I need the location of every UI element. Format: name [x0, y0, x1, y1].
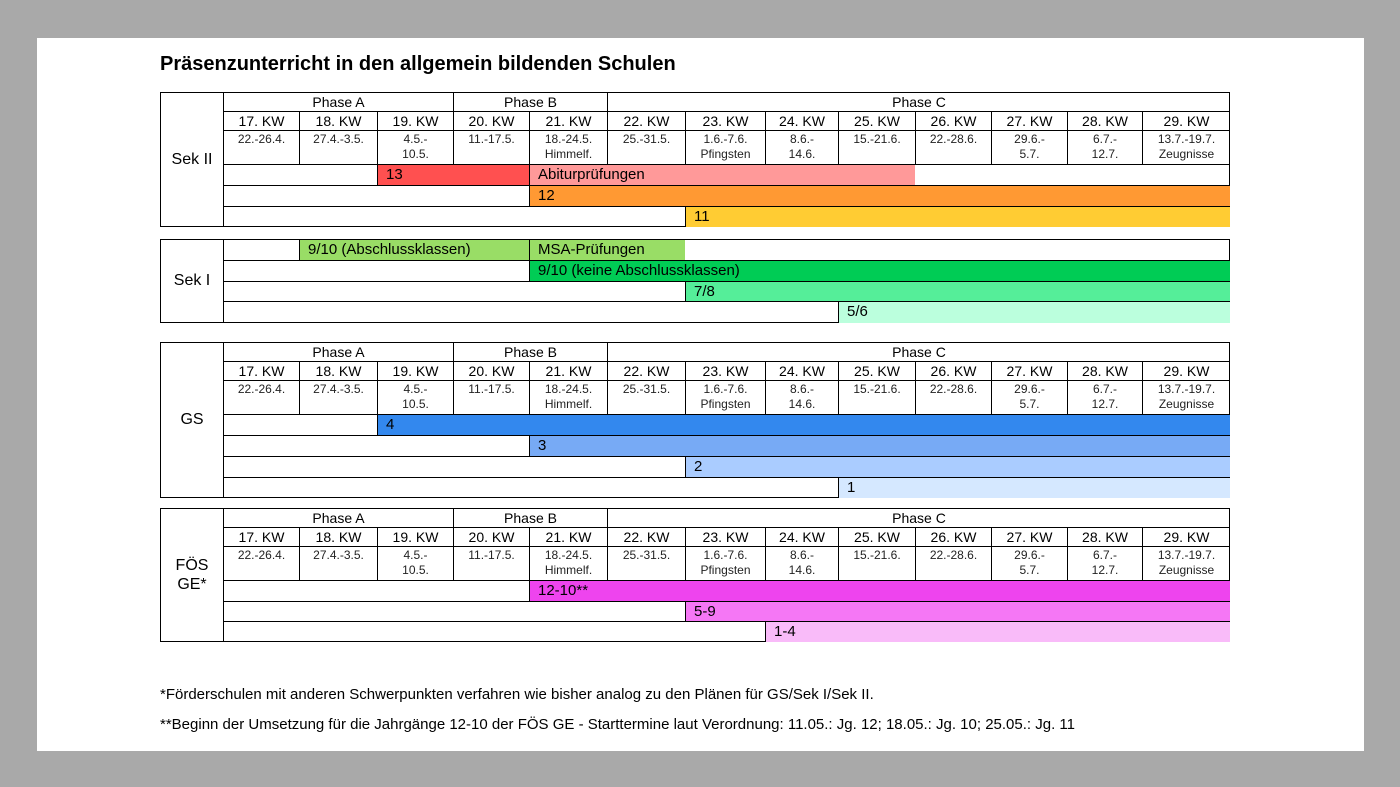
date-line: 8.6.-: [789, 382, 814, 396]
week-header: 20. KW: [453, 112, 529, 130]
date-cell: [1142, 547, 1230, 580]
date-note: Himmelf.: [544, 397, 593, 411]
bar-row: [224, 436, 1229, 457]
week-header: 28. KW: [1067, 362, 1142, 380]
week-header: 18. KW: [299, 528, 377, 546]
bar-row: [224, 282, 1229, 302]
date-row: [224, 547, 1229, 581]
date-cell: [299, 381, 377, 414]
date-cell: [529, 131, 607, 164]
date-note: Zeugnisse: [1158, 397, 1215, 411]
phase-header: Phase C: [607, 509, 1230, 527]
bar-row: [224, 602, 1229, 622]
date-cell: [765, 547, 838, 580]
date-note: Zeugnisse: [1158, 147, 1215, 161]
bar-foes-1-4: 1-4: [765, 622, 1230, 642]
date-cell: [607, 547, 685, 580]
week-header: 25. KW: [838, 112, 915, 130]
date-line: 15.-21.6.: [853, 382, 901, 396]
date-note: 14.6.: [788, 147, 816, 161]
date-row: [224, 381, 1229, 415]
bar-row: [224, 478, 1229, 498]
date-note: 12.7.: [1091, 397, 1119, 411]
date-cell: [685, 381, 765, 414]
bar-12: 12: [529, 186, 1230, 206]
date-line: 1.6.-7.6.: [703, 382, 748, 396]
bar-abiturpruefungen: Abiturprüfungen: [529, 165, 915, 185]
footnote-1: *Förderschulen mit anderen Schwerpunkten verfahren wie bisher analog zu den Plänen für GS/Sek I/Sek II.: [160, 686, 874, 703]
week-header: 19. KW: [377, 528, 453, 546]
date-line: 27.4.-3.5.: [313, 548, 364, 562]
phase-header: Phase C: [607, 93, 1230, 111]
footnote-2: **Beginn der Umsetzung für die Jahrgänge 12-10 der FÖS GE - Starttermine laut Verordnung: 11.05.: Jg. 12; 18.05.: Jg. 10; 25.05.: Jg. 11: [160, 716, 1075, 733]
date-line: 1.6.-7.6.: [703, 132, 748, 146]
date-cell: [915, 131, 991, 164]
week-header: 25. KW: [838, 528, 915, 546]
week-header: 21. KW: [529, 112, 607, 130]
phase-row: [224, 509, 1229, 528]
week-header: 28. KW: [1067, 112, 1142, 130]
week-header: 20. KW: [453, 362, 529, 380]
page-title: Präsenzunterricht in den allgemein bildenden Schulen: [160, 53, 676, 75]
date-line: 11.-17.5.: [468, 548, 515, 562]
bar-abschlussklassen: 9/10 (Abschlussklassen): [299, 240, 529, 260]
gs-label: GS: [161, 343, 224, 497]
date-cell: [838, 381, 915, 414]
date-line: 18.-24.5.: [544, 132, 593, 146]
date-line: 22.-28.6.: [929, 548, 978, 562]
week-header: 19. KW: [377, 362, 453, 380]
date-line: 8.6.-: [789, 132, 814, 146]
week-header: 22. KW: [607, 362, 685, 380]
date-cell: [299, 547, 377, 580]
sek1-label: Sek I: [161, 240, 224, 322]
date-cell: [1067, 547, 1142, 580]
date-line: 4.5.-: [403, 132, 428, 146]
date-line: 13.7.-19.7.: [1157, 382, 1216, 396]
date-cell: [1067, 131, 1142, 164]
phase-header: Phase A: [312, 94, 365, 110]
date-line: 22.-28.6.: [929, 132, 978, 146]
date-note: Zeugnisse: [1158, 563, 1215, 577]
foes-table: [160, 508, 1230, 642]
date-cell: [915, 547, 991, 580]
bar-gs-3: 3: [529, 436, 1230, 456]
date-note: Himmelf.: [544, 563, 593, 577]
date-line: 27.4.-3.5.: [313, 132, 364, 146]
foes-label-line1: FÖS: [175, 556, 209, 574]
week-header: 23. KW: [685, 362, 765, 380]
date-cell: [529, 547, 607, 580]
date-line: 8.6.-: [789, 548, 814, 562]
date-note: 5.7.: [1019, 147, 1040, 161]
week-header: 20. KW: [453, 528, 529, 546]
week-header: 25. KW: [838, 362, 915, 380]
week-header: 29. KW: [1142, 528, 1230, 546]
week-header: 27. KW: [991, 112, 1067, 130]
phase-row: [224, 93, 1229, 112]
week-header: 18. KW: [299, 112, 377, 130]
date-line: 15.-21.6.: [853, 132, 901, 146]
date-note: 10.5.: [402, 397, 429, 411]
week-header: 27. KW: [991, 362, 1067, 380]
date-cell: [377, 381, 453, 414]
bar-5-6: 5/6: [838, 302, 1230, 323]
week-header: 26. KW: [915, 528, 991, 546]
sek2-table: [160, 92, 1230, 227]
date-note: 10.5.: [402, 147, 429, 161]
date-note: 12.7.: [1091, 563, 1119, 577]
foes-label: [161, 509, 224, 641]
week-header: 26. KW: [915, 112, 991, 130]
date-note: 5.7.: [1019, 563, 1040, 577]
date-note: Pfingsten: [700, 147, 751, 161]
date-cell: [224, 131, 299, 164]
date-note: Pfingsten: [700, 397, 751, 411]
date-cell: [377, 547, 453, 580]
date-line: 22.-26.4.: [237, 548, 286, 562]
bar-row: [224, 240, 1229, 261]
bar-7-8: 7/8: [685, 282, 1230, 301]
date-line: 22.-26.4.: [237, 132, 286, 146]
week-header: 24. KW: [765, 112, 838, 130]
date-cell: [991, 381, 1067, 414]
week-header: 24. KW: [765, 362, 838, 380]
date-cell: [838, 547, 915, 580]
week-header: 29. KW: [1142, 112, 1230, 130]
bar-gs-2: 2: [685, 457, 1230, 477]
gs-table: [160, 342, 1230, 498]
date-row: [224, 131, 1229, 165]
date-note: 12.7.: [1091, 147, 1119, 161]
bar-row: [224, 415, 1229, 436]
phase-header: Phase A: [312, 510, 365, 526]
week-header: 17. KW: [238, 363, 285, 379]
date-cell: [529, 381, 607, 414]
date-line: 15.-21.6.: [853, 548, 901, 562]
date-line: 29.6.-: [1014, 548, 1045, 562]
date-line: 25.-31.5.: [622, 382, 671, 396]
sek1-table: [160, 239, 1230, 323]
date-cell: [224, 381, 299, 414]
date-line: 29.6.-: [1014, 132, 1045, 146]
week-header: 27. KW: [991, 528, 1067, 546]
date-cell: [915, 381, 991, 414]
date-cell: [299, 131, 377, 164]
date-note: 14.6.: [788, 563, 816, 577]
bar-msa-pruefungen: MSA-Prüfungen: [529, 240, 685, 260]
date-cell: [991, 547, 1067, 580]
date-line: 25.-31.5.: [622, 548, 671, 562]
week-header: 22. KW: [607, 528, 685, 546]
date-cell: [607, 381, 685, 414]
date-cell: [1142, 381, 1230, 414]
date-line: 27.4.-3.5.: [313, 382, 364, 396]
sek2-label: Sek II: [161, 93, 224, 226]
date-line: 29.6.-: [1014, 382, 1045, 396]
week-header: 18. KW: [299, 362, 377, 380]
date-cell: [377, 131, 453, 164]
date-cell: [765, 131, 838, 164]
foes-label-line2: GE*: [177, 576, 207, 593]
week-header: 21. KW: [529, 528, 607, 546]
date-note: Himmelf.: [544, 147, 593, 161]
week-header: 23. KW: [685, 528, 765, 546]
date-note: 14.6.: [788, 397, 816, 411]
date-line: 6.7.-: [1092, 382, 1117, 396]
date-cell: [224, 547, 299, 580]
date-cell: [607, 131, 685, 164]
week-header: 23. KW: [685, 112, 765, 130]
bar-gs-1: 1: [838, 478, 1230, 498]
week-header: 17. KW: [238, 113, 285, 129]
date-cell: [453, 131, 529, 164]
date-line: 22.-28.6.: [929, 382, 978, 396]
date-cell: [1067, 381, 1142, 414]
date-cell: [685, 547, 765, 580]
bar-keine-abschlussklassen: 9/10 (keine Abschlussklassen): [529, 261, 1230, 281]
bar-row: [224, 457, 1229, 478]
week-header: 29. KW: [1142, 362, 1230, 380]
date-line: 1.6.-7.6.: [703, 548, 748, 562]
date-cell: [838, 131, 915, 164]
date-line: 11.-17.5.: [468, 132, 515, 146]
date-line: 13.7.-19.7.: [1157, 548, 1216, 562]
phase-header: Phase B: [453, 93, 607, 111]
date-line: 18.-24.5.: [544, 548, 593, 562]
week-header: 21. KW: [529, 362, 607, 380]
bar-row: [224, 261, 1229, 282]
date-line: 6.7.-: [1092, 132, 1117, 146]
date-line: 4.5.-: [403, 548, 428, 562]
date-line: 25.-31.5.: [622, 132, 671, 146]
week-row: [224, 362, 1229, 381]
week-header: 22. KW: [607, 112, 685, 130]
bar-row: [224, 207, 1229, 227]
bar-row: [224, 581, 1229, 602]
bar-row: [224, 302, 1229, 323]
bar-row: [224, 165, 1229, 186]
week-row: [224, 112, 1229, 131]
week-header: 24. KW: [765, 528, 838, 546]
bar-foes-5-9: 5-9: [685, 602, 1230, 621]
date-note: 10.5.: [402, 563, 429, 577]
date-cell: [1142, 131, 1230, 164]
bar-row: [224, 186, 1229, 207]
bar-gs-4: 4: [377, 415, 1230, 435]
date-cell: [765, 381, 838, 414]
bar-foes-12-10: 12-10**: [529, 581, 1230, 601]
bar-row: [224, 622, 1229, 642]
bar-13: 13: [377, 165, 529, 185]
week-header: 28. KW: [1067, 528, 1142, 546]
date-note: 5.7.: [1019, 397, 1040, 411]
date-line: 11.-17.5.: [468, 382, 515, 396]
date-cell: [685, 131, 765, 164]
date-line: 18.-24.5.: [544, 382, 593, 396]
phase-header: Phase A: [312, 344, 365, 360]
phase-header: Phase C: [607, 343, 1230, 361]
week-header: 17. KW: [238, 529, 285, 545]
date-line: 22.-26.4.: [237, 382, 286, 396]
bar-11: 11: [685, 207, 1230, 227]
date-cell: [991, 131, 1067, 164]
date-cell: [453, 381, 529, 414]
phase-header: Phase B: [453, 509, 607, 527]
phase-header: Phase B: [453, 343, 607, 361]
week-header: 26. KW: [915, 362, 991, 380]
date-line: 6.7.-: [1092, 548, 1117, 562]
week-header: 19. KW: [377, 112, 453, 130]
date-note: Pfingsten: [700, 563, 751, 577]
week-row: [224, 528, 1229, 547]
date-cell: [453, 547, 529, 580]
phase-row: [224, 343, 1229, 362]
date-line: 13.7.-19.7.: [1157, 132, 1216, 146]
date-line: 4.5.-: [403, 382, 428, 396]
